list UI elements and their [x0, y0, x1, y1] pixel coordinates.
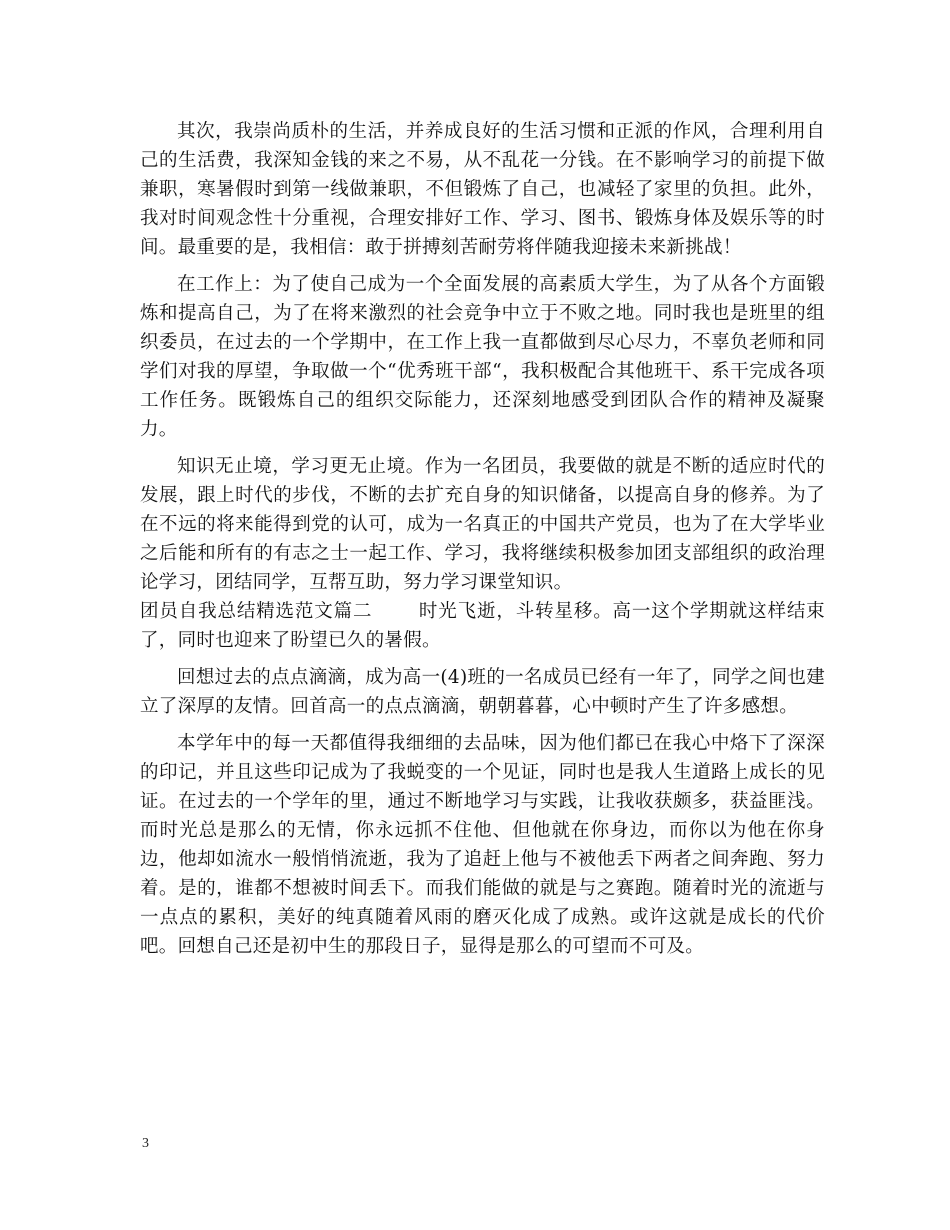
page-number: 3 — [142, 1136, 149, 1151]
document-body — [140, 117, 825, 961]
section-heading: 团员自我总结精选范文篇二 — [140, 601, 373, 622]
section-intro-paragraph — [140, 597, 825, 655]
paragraph-study: 知识无止境，学习更无止境。作为一名团员，我要做的就是不断的适应时代的发展，跟上时代的步伐，不断的去扩充自身的知识储备，以提高自身的修养。为了在不远的将来能得到党的认可，成为一名真正的中国共产党员，也为了在大学毕业之后能和所有的有志之士一起工作、学习，我将继续积极参加团支部组织的政治理论学习，团结同学，互帮互助，努力学习课堂知识。 — [140, 456, 825, 593]
paragraph-recall: 回想过去的点点滴滴，成为高一(4)班的一名成员已经有一年了，同学之间也建立了深厚的友情。回首高一的点点滴滴，朝朝暮暮，心中顿时产生了许多感想。 — [140, 667, 825, 717]
section-intro-text: 时光飞逝，斗转星移。高一这个学期就这样结束了，同时也迎来了盼望已久的暑假。 — [140, 601, 825, 651]
paragraph-work: 在工作上：为了使自己成为一个全面发展的高素质大学生，为了从各个方面锻炼和提高自己，为了在将来激烈的社会竞争中立于不败之地。同时我也是班里的组织委员，在过去的一个学期中，在工作上我一直都做到尽心尽力，不辜负老师和同学们对我的厚望，争取做一个“优秀班干部“，我积极配合其他班干、系干完成各项工作任务。既锻炼自己的组织交际能力，还深刻地感受到团队合作的精神及凝聚力。 — [140, 274, 825, 440]
paragraph-reflection: 本学年中的每一天都值得我细细的去品味，因为他们都已在我心中烙下了深深的印记，并且这些印记成为了我蜕变的一个见证，同时也是我人生道路上成长的见证。在过去的一个学年的里，通过不断地学习与实践，让我收获颇多，获益匪浅。而时光总是那么的无情，你永远抓不住他、但他就在你身边，而你以为他在你身边，他却如流水一般悄悄流逝，我为了追赶上他与不被他丢下两者之间奔跑、努力着。是的，谁都不想被时间丢下。而我们能做的就是与之赛跑。随着时光的流逝与一点点的累积，美好的纯真随着风雨的磨灭化成了成熟。或许这就是成长的代价吧。回想自己还是初中生的那段日子，显得是那么的可望而不可及。 — [140, 733, 825, 957]
paragraph-frugal-life: 其次，我崇尚质朴的生活，并养成良好的生活习惯和正派的作风，合理利用自己的生活费，我深知金钱的来之不易，从不乱花一分钱。在不影响学习的前提下做兼职，寒暑假时到第一线做兼职，不但锻炼了自己，也减轻了家里的负担。此外，我对时间观念性十分重视，合理安排好工作、学习、图书、锻炼身体及娱乐等的时间。最重要的是，我相信：敢于拼搏刻苦耐劳将伴随我迎接未来新挑战！ — [140, 121, 825, 258]
